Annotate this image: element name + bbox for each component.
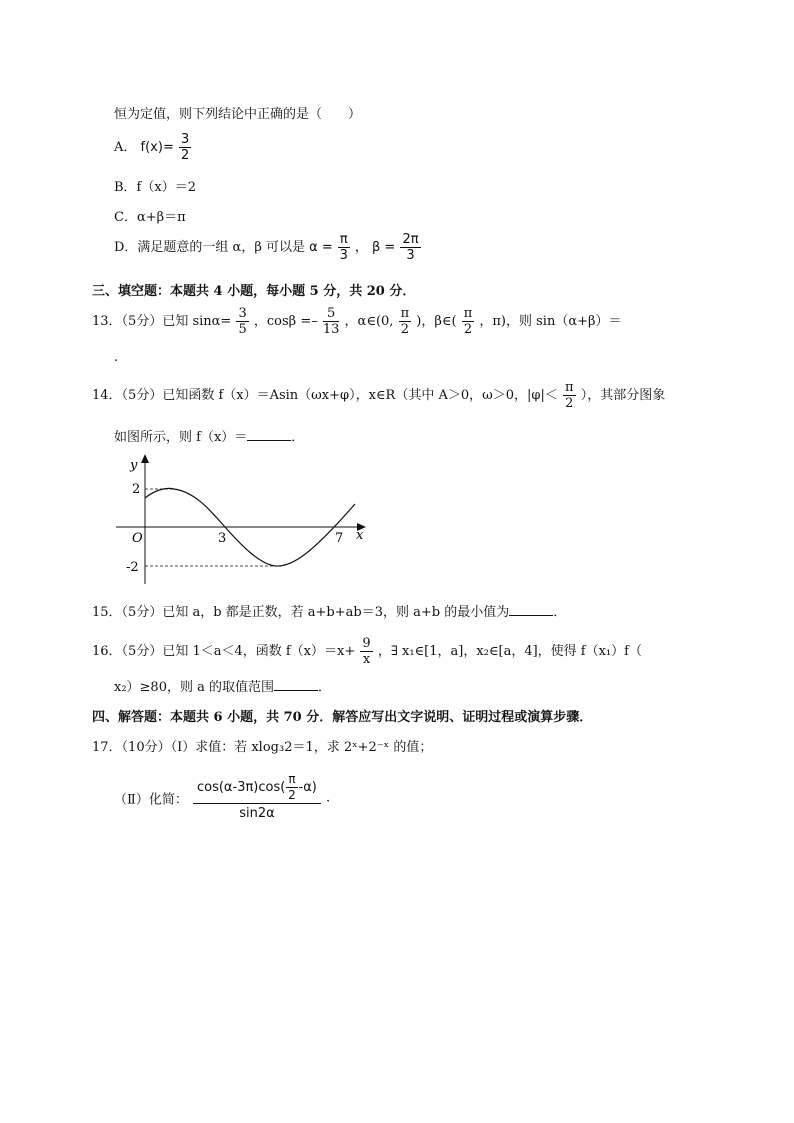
fraction-numerator: π [463, 306, 473, 321]
q14-line-2 [114, 426, 304, 445]
fraction-numerator: 3 [180, 132, 190, 147]
answer-blank [509, 603, 553, 616]
q17-expression [193, 772, 321, 824]
q14-prefix: 14．（5分）已知函数 f（x）＝Asin（ωx+φ），x∈R（其中 A＞0，ω＞0，|φ|＜ [92, 388, 558, 403]
fraction-denominator: x [362, 652, 371, 667]
y-max-label: 2 [132, 482, 141, 497]
q17-part2-label: （Ⅱ）化简： [114, 792, 188, 808]
question-13 [92, 306, 622, 337]
fraction-numerator: 9 [362, 636, 371, 651]
origin-label: O [132, 531, 143, 546]
q14-line2-end: ． [291, 430, 305, 445]
fraction-denominator: 3 [339, 248, 348, 263]
q17-inner-fraction [286, 772, 297, 803]
q13-beta-range: )，β∈( [416, 314, 457, 329]
q13-sin-fraction [236, 306, 248, 337]
question-16 [92, 636, 642, 667]
option-d-beta: β = [372, 240, 396, 255]
q12-option-b: B．f（x）＝2 [114, 180, 196, 195]
option-d-beta-fraction [400, 232, 420, 263]
fraction-denominator: 13 [322, 322, 340, 337]
q13-beta-fraction [462, 306, 475, 337]
answer-blank [274, 678, 318, 691]
question-17-part-1: 17．（10分）（Ⅰ）求值：若 xlog₃2＝1，求 2ˣ+2⁻ˣ 的值； [92, 740, 433, 755]
fraction-numerator: π [339, 232, 348, 247]
y-axis-label: y [130, 458, 138, 473]
q15-text: 15．（5分）已知 a，b 都是正数，若 a+b+ab＝3，则 a+b 的最小值为 [92, 605, 510, 620]
fraction-denominator: 2 [400, 322, 409, 337]
fraction-numerator: π [400, 306, 410, 321]
x-axis-label: x [356, 528, 364, 543]
q13-cos: ，cosβ =– [253, 314, 318, 329]
section-3-heading: 三、填空题：本题共 4 小题，每小题 5 分，共 20 分． [92, 284, 416, 299]
fraction-numerator: π [288, 772, 296, 786]
q16-line-2 [114, 676, 331, 695]
option-a-lhs: f(x)= [140, 140, 174, 155]
fraction-denominator: 2 [463, 322, 473, 337]
option-d-label: D．满足题意的一组 α，β 可以是 [114, 240, 305, 255]
option-d-alpha-fraction [338, 232, 350, 263]
fraction-denominator: 2 [180, 148, 190, 163]
q12-tail: 恒为定值，则下列结论中正确的是（ ） [114, 107, 362, 122]
option-a-fraction [179, 132, 191, 163]
q13-tail: ，π)，则 sin（α+β）＝ [479, 314, 622, 329]
q13-alpha-range: ，α∈(0, [344, 314, 394, 329]
q16-line2-end: ． [318, 680, 332, 695]
fraction-numerator: π [565, 380, 574, 395]
fraction-denominator: 2 [288, 788, 296, 802]
question-15 [92, 601, 566, 620]
y-axis-arrow [141, 454, 149, 463]
q15-end: ． [553, 605, 567, 620]
fraction-numerator: 5 [323, 306, 340, 322]
question-17-part-2 [114, 772, 330, 824]
option-a-label: A． [114, 140, 137, 155]
answer-blank [247, 428, 291, 441]
q17-end: . [326, 790, 331, 806]
y-min-label: -2 [126, 560, 139, 575]
q17-denominator: sin2α [239, 806, 275, 821]
q14-tail: ），其部分图象 [580, 388, 666, 403]
q16-tail: ，∃ x₁∈[1，a]，x₂∈[a，4]，使得 f（x₁）f（ [377, 644, 642, 659]
x-zero-label: 3 [218, 531, 227, 546]
q13-alpha-fraction [399, 306, 412, 337]
fraction-denominator: 2 [565, 396, 574, 411]
section-4-heading: 四、解答题：本题共 6 小题，共 70 分．解答应写出文字说明、证明过程或演算步骤． [92, 710, 593, 725]
option-d-alpha: α = [309, 240, 333, 255]
numerator-part-b: -α) [298, 780, 317, 795]
q13-cos-fraction [323, 306, 340, 337]
question-14 [92, 380, 665, 411]
q12-option-a [114, 132, 192, 163]
q16-line2-text: x₂）≥80，则 a 的取值范围 [114, 680, 274, 695]
q14-line2-text: 如图所示，则 f（x）＝ [114, 430, 248, 445]
q16-prefix: 16．（5分）已知 1＜a＜4，函数 f（x）＝x+ [92, 644, 356, 659]
q17-numerator [193, 772, 321, 804]
fraction-denominator: 3 [406, 248, 415, 263]
sine-graph [110, 452, 380, 592]
q13-end: . [114, 350, 119, 365]
q12-option-c: C．α+β＝π [114, 210, 186, 225]
q14-phi-fraction [563, 380, 576, 411]
option-d-separator: ， [354, 240, 368, 255]
x-end-label: 7 [335, 531, 344, 546]
fraction-numerator: 3 [238, 306, 247, 321]
numerator-part-a: cos(α-3π)cos( [196, 780, 286, 795]
fraction-denominator: 5 [238, 322, 247, 337]
q16-fraction [360, 636, 372, 667]
fraction-numerator: 2π [402, 232, 419, 247]
q13-prefix: 13．（5分）已知 sinα= [92, 314, 232, 329]
q12-option-d [114, 232, 422, 263]
